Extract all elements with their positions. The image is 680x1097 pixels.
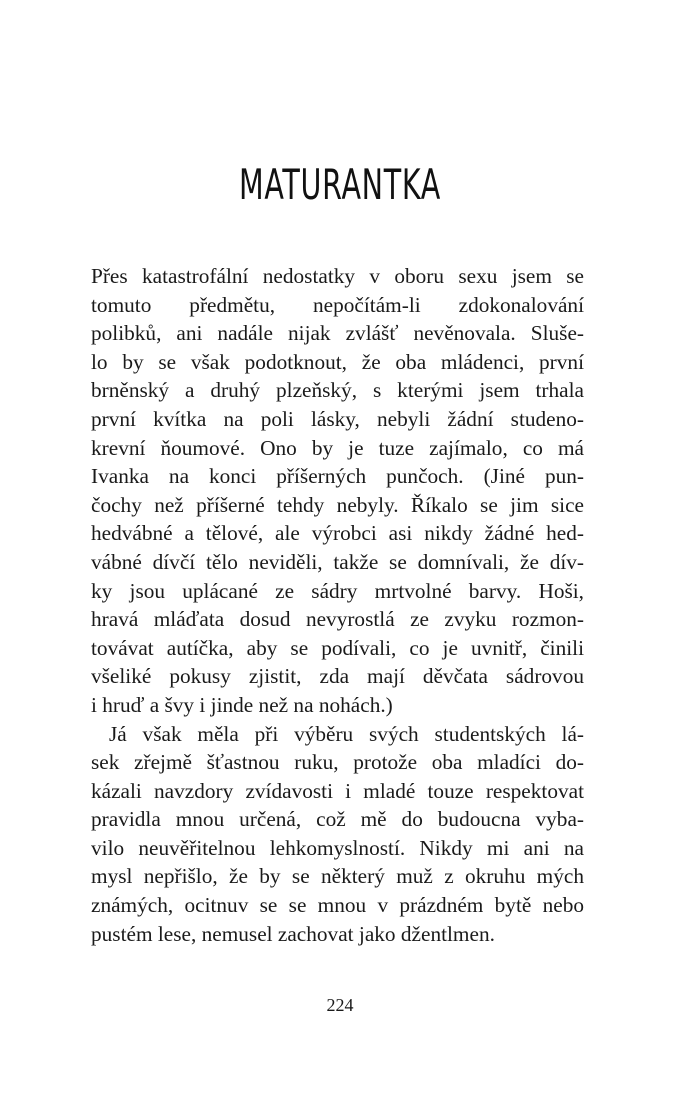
text-line: hedvábné a tělové, ale výrobci asi nikdy žádné hed- bbox=[91, 521, 584, 546]
text-line: všeliké pokusy zjistit, zda mají děvčata sádrovou bbox=[91, 664, 584, 689]
text-line: známých, ocitnuv se se mnou v prázdném bytě nebo bbox=[91, 893, 584, 918]
text-line: pustém lese, nemusel zachovat jako džentlmen. bbox=[91, 921, 495, 946]
text-line: vábné dívčí tělo neviděli, takže se domnívali, že dív- bbox=[91, 549, 584, 574]
text-line: sek zřejmě šťastnou ruku, protože oba mladíci do- bbox=[91, 750, 584, 775]
text-line: Ivanka na konci příšerných punčoch. (Jiné pun- bbox=[91, 464, 584, 489]
text-line: vilo neuvěřitelnou lehkomyslností. Nikdy mi ani na bbox=[91, 835, 584, 860]
text-line: první kvítka na poli lásky, nebyli žádní studeno- bbox=[91, 406, 584, 431]
text-line: továvat autíčka, aby se podívali, co je uvnitř, činili bbox=[91, 635, 584, 660]
text-line: brněnský a druhý plzeňský, s kterými jsem trhala bbox=[91, 378, 584, 403]
text-line: i hruď a švy i jinde než na nohách.) bbox=[91, 692, 393, 717]
text-line: kázali navzdory zvídavosti i mladé touze respektovat bbox=[91, 778, 584, 803]
text-line: Přes katastrofální nedostatky v oboru sexu jsem se bbox=[91, 264, 584, 288]
text-line: Já však měla při výběru svých studentských lá- bbox=[109, 721, 584, 746]
text-line: tomuto předmětu, nepočítám-li zdokonalování bbox=[91, 292, 584, 317]
text-line: čochy než příšerné tehdy nebyly. Říkalo se jim sice bbox=[91, 492, 584, 517]
text-line: krevní ňoumové. Ono by je tuze zajímalo, co má bbox=[91, 435, 584, 460]
page-number: 224 bbox=[326, 995, 354, 1015]
chapter-title: MATURANTKA bbox=[239, 160, 441, 209]
text-line: polibků, ani nadále nijak zvlášť nevěnovala. Sluše- bbox=[91, 321, 584, 346]
text-line: hravá mláďata dosud nevyrostlá ze zvyku rozmon- bbox=[91, 607, 584, 632]
body-text bbox=[91, 262, 584, 948]
text-line: pravidla mnou určená, což mě do budoucna vyba- bbox=[91, 807, 584, 832]
text-line: ky jsou uplácané ze sádry mrtvolné barvy. Hoši, bbox=[91, 578, 584, 603]
text-line: lo by se však podotknout, že oba mládenci, první bbox=[91, 349, 584, 374]
text-line: mysl nepřišlo, že by se některý muž z okruhu mých bbox=[91, 864, 584, 889]
